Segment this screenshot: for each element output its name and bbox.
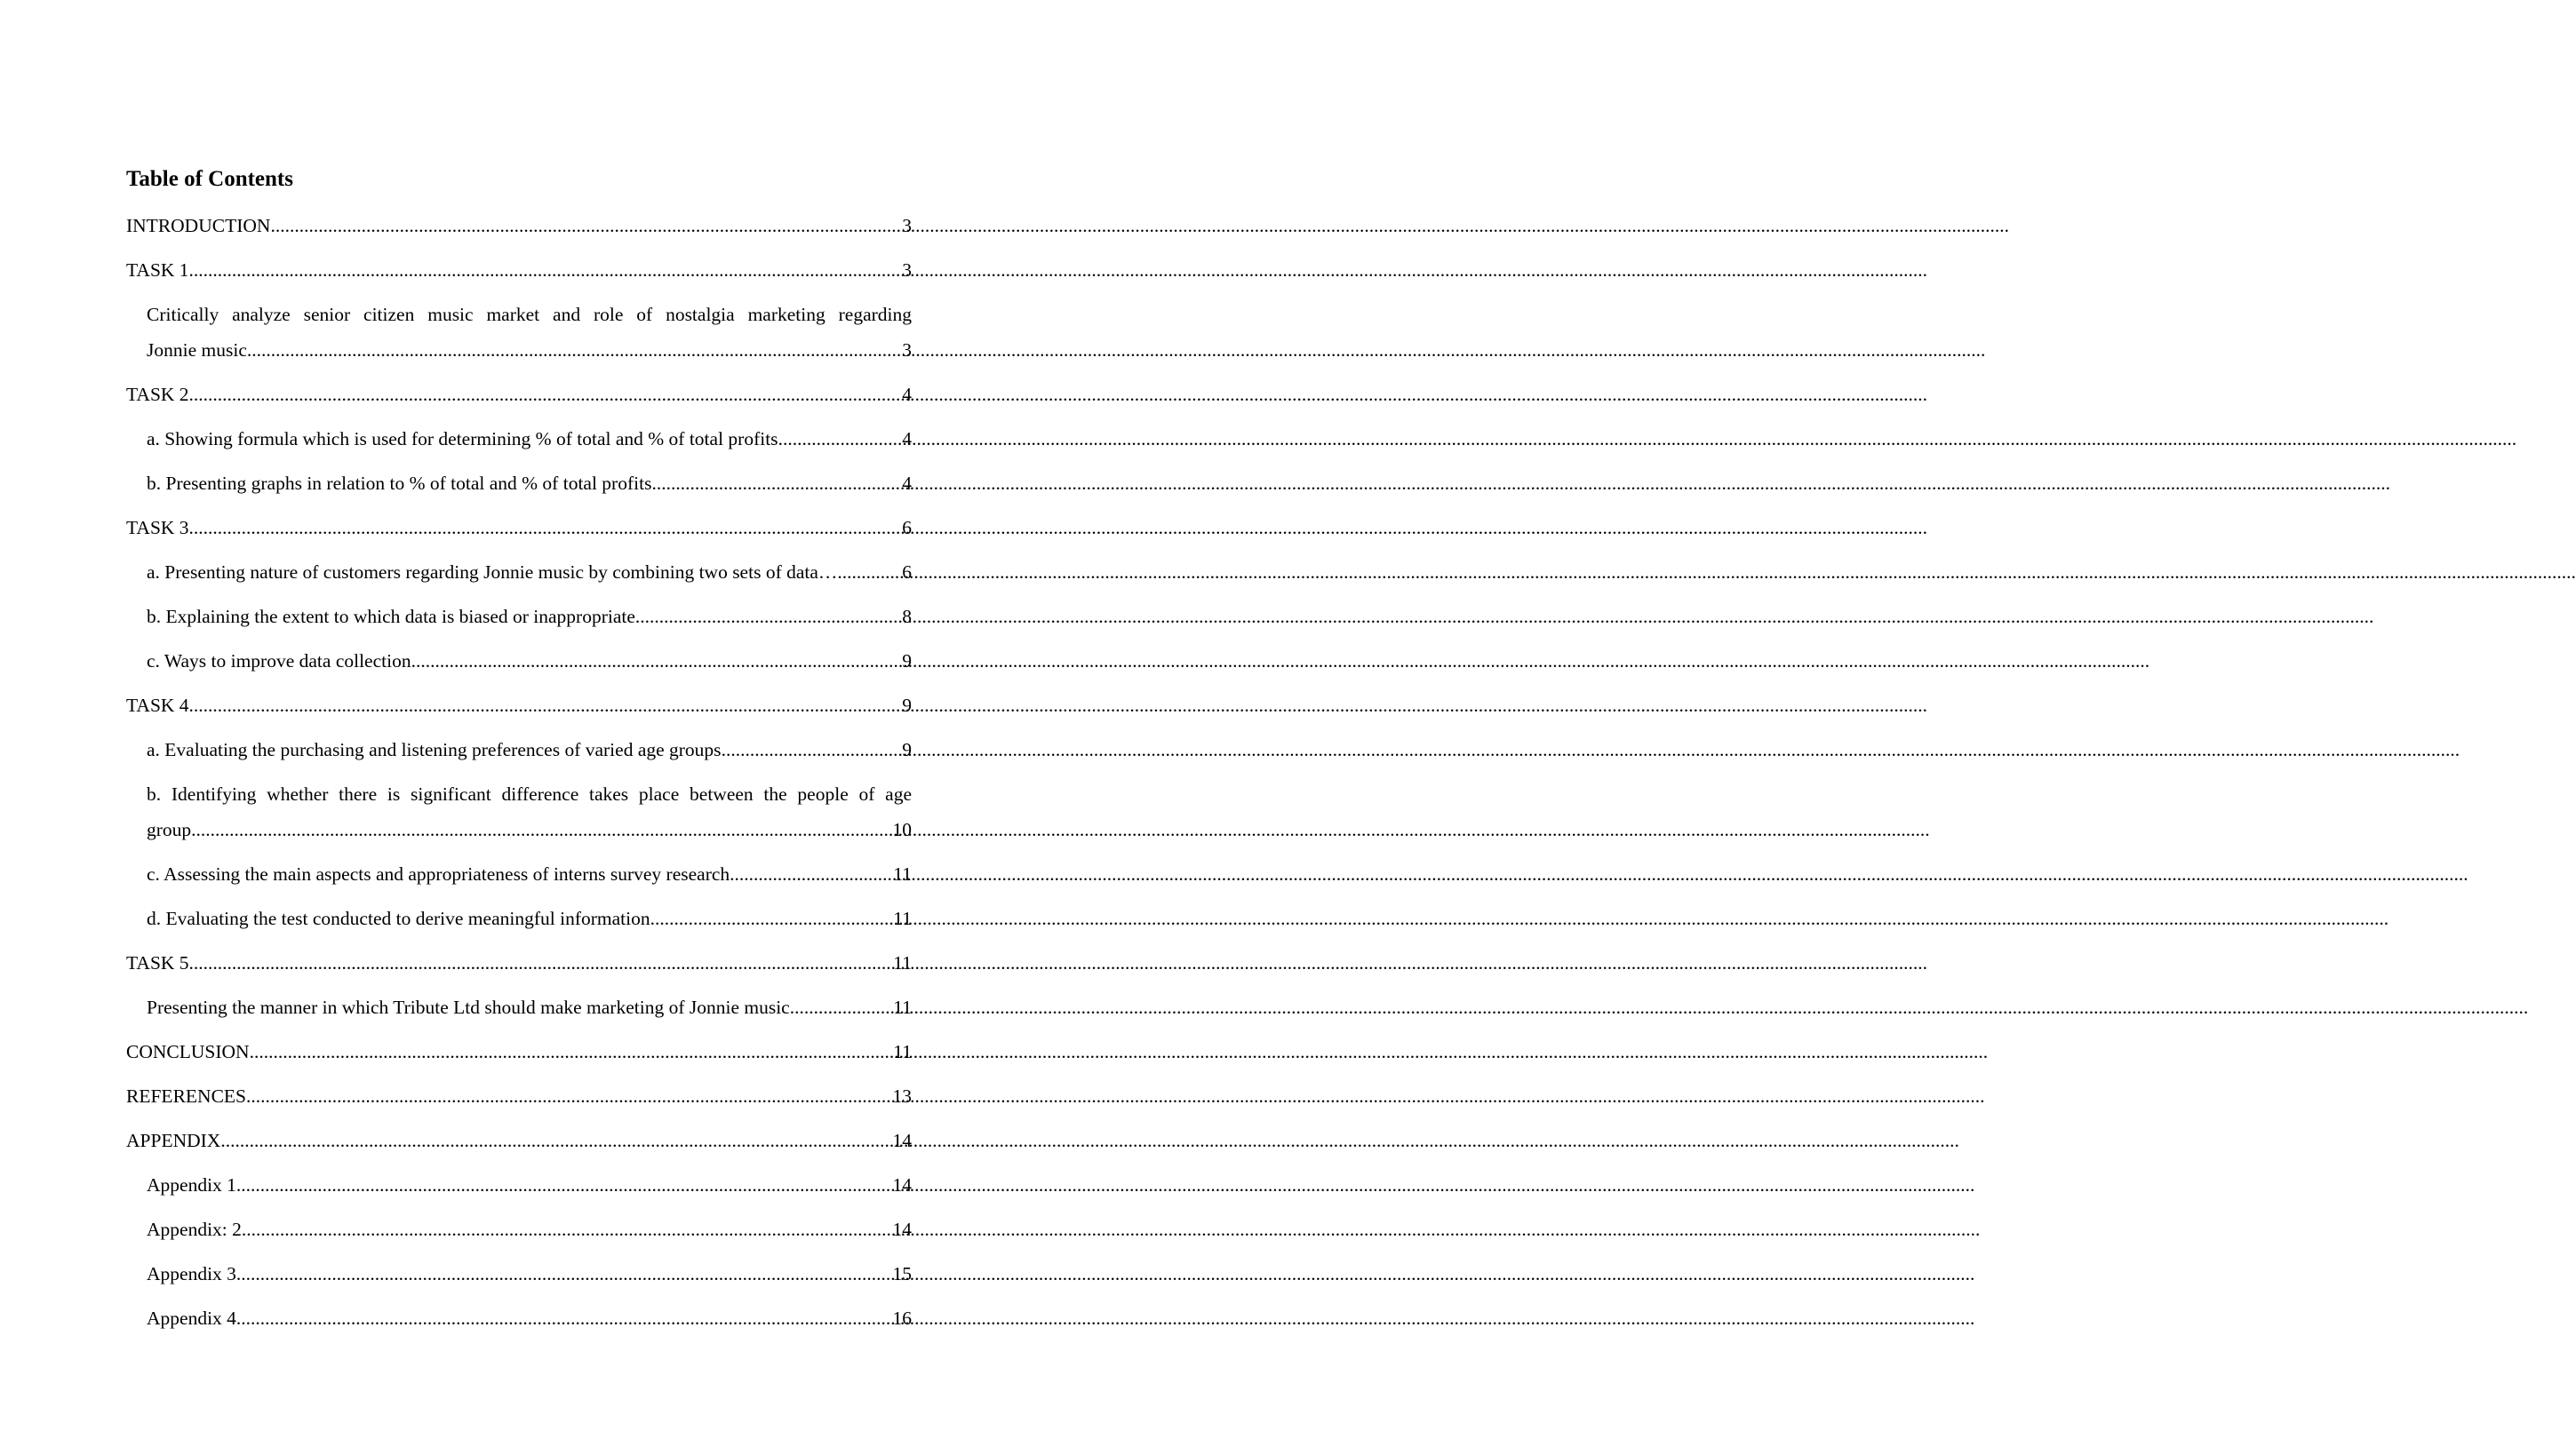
toc-entry-first-line: Critically analyze senior citizen music market and role of nostalgia marketing regarding	[147, 304, 912, 325]
toc-page-number: 14	[892, 1130, 912, 1151]
toc-entry-text: TASK 2	[126, 384, 189, 405]
toc-subentry[interactable]	[126, 599, 912, 634]
toc-entry-line	[126, 377, 912, 412]
toc-page-number: 9	[902, 695, 912, 716]
toc-entry[interactable]	[126, 945, 912, 981]
toc-entry-line	[147, 990, 912, 1025]
document-page	[0, 0, 1029, 1455]
toc-dot-leader	[189, 510, 902, 545]
toc-entry-line	[147, 1256, 912, 1292]
toc-entry-line	[147, 856, 912, 892]
toc-dot-leader	[242, 1212, 892, 1247]
toc-entry-text: Presenting the manner in which Tribute Ltd should make marketing of Jonnie music	[147, 997, 790, 1018]
toc-entry-text: c. Assessing the main aspects and appropriateness of interns survey research	[147, 863, 730, 885]
toc-page-number: 3	[902, 259, 912, 281]
toc-page-number: 9	[902, 739, 912, 760]
toc-entry-line	[126, 208, 912, 243]
toc-dot-leader	[189, 377, 902, 412]
toc-page-number: 11	[893, 863, 912, 885]
toc-entry-line	[147, 1300, 912, 1336]
toc-page-number: 9	[902, 650, 912, 672]
toc-entry-text: Appendix 4	[147, 1308, 236, 1329]
toc-entry-text: INTRODUCTION	[126, 215, 271, 236]
toc-entry-line	[147, 1212, 912, 1247]
toc-page-number: 11	[893, 997, 912, 1018]
toc-entry-text: Jonnie music	[147, 339, 247, 361]
toc-dot-leader	[722, 732, 902, 767]
toc-dot-leader	[651, 465, 901, 501]
toc-subentry[interactable]	[126, 297, 912, 368]
toc-dot-leader	[250, 1034, 893, 1069]
toc-entry-text: TASK 5	[126, 952, 189, 974]
toc-entry[interactable]	[126, 510, 912, 545]
toc-page-number: 15	[892, 1263, 912, 1284]
toc-dot-leader	[790, 990, 893, 1025]
toc-page-number: 6	[902, 561, 912, 583]
toc-page-number: 14	[892, 1174, 912, 1196]
toc-dot-leader	[270, 208, 901, 243]
toc-page-number: 16	[892, 1308, 912, 1329]
toc-subentry[interactable]	[126, 465, 912, 501]
toc-entry[interactable]	[126, 1123, 912, 1158]
toc-page-number: 4	[902, 473, 912, 494]
toc-entry-line	[126, 1123, 912, 1158]
toc-dot-leader	[189, 688, 902, 723]
toc-entry-text: a. Evaluating the purchasing and listening preferences of varied age groups	[147, 739, 722, 760]
toc-entry[interactable]	[126, 208, 912, 243]
toc-subentry[interactable]	[126, 1212, 912, 1247]
toc-entry-line	[147, 554, 912, 590]
toc-entry-line	[147, 465, 912, 501]
toc-entry-line	[147, 901, 912, 936]
toc-page-number: 8	[902, 606, 912, 627]
toc-subentry[interactable]	[126, 990, 912, 1025]
toc-subentry[interactable]	[126, 856, 912, 892]
toc-dot-leader	[236, 1256, 892, 1292]
toc-page-number: 11	[893, 1041, 912, 1062]
toc-entry-line	[147, 421, 912, 457]
toc-dot-leader	[236, 1167, 892, 1203]
toc-page-number: 11	[893, 908, 912, 929]
toc-page-number: 14	[892, 1219, 912, 1240]
toc-title: Table of Contents	[126, 167, 293, 191]
toc-entry-text: TASK 4	[126, 695, 189, 716]
toc-page-number: 6	[902, 517, 912, 538]
toc-entry-text: TASK 3	[126, 517, 189, 538]
toc-dot-leader	[650, 901, 893, 936]
toc-entry-text: c. Ways to improve data collection	[147, 650, 411, 672]
toc-entry-text: Appendix: 2	[147, 1219, 242, 1240]
toc-subentry[interactable]	[126, 776, 912, 847]
toc-subentry[interactable]	[126, 1167, 912, 1203]
toc-subentry[interactable]	[126, 554, 912, 590]
toc-dot-leader	[189, 252, 902, 288]
toc-entry-line	[147, 1167, 912, 1203]
toc-dot-leader	[411, 643, 902, 679]
toc-dot-leader	[236, 1300, 892, 1336]
toc-list	[126, 208, 912, 1345]
toc-page-number: 11	[893, 952, 912, 974]
toc-page-number: 3	[902, 215, 912, 236]
toc-entry[interactable]	[126, 252, 912, 288]
toc-subentry[interactable]	[126, 901, 912, 936]
toc-subentry[interactable]	[126, 1256, 912, 1292]
toc-entry-line	[147, 599, 912, 634]
toc-entry-text: Appendix 3	[147, 1263, 236, 1284]
toc-entry-text: b. Explaining the extent to which data is biased or inappropriate	[147, 606, 635, 627]
toc-dot-leader	[837, 554, 901, 590]
toc-entry-line	[126, 252, 912, 288]
toc-entry-text: APPENDIX	[126, 1130, 221, 1151]
toc-page-number: 13	[892, 1085, 912, 1107]
toc-entry-line	[126, 1078, 912, 1114]
toc-entry-text: a. Presenting nature of customers regarding Jonnie music by combining two sets of data…	[147, 561, 838, 583]
toc-page-number: 4	[902, 428, 912, 449]
toc-entry[interactable]	[126, 1078, 912, 1114]
toc-dot-leader	[778, 421, 902, 457]
toc-subentry[interactable]	[126, 1300, 912, 1336]
toc-entry-line	[126, 1034, 912, 1069]
toc-entry-line	[126, 510, 912, 545]
toc-entry-text: CONCLUSION	[126, 1041, 250, 1062]
toc-entry-text: d. Evaluating the test conducted to derive meaningful information	[147, 908, 650, 929]
toc-page-number: 3	[902, 339, 912, 361]
toc-subentry[interactable]	[126, 421, 912, 457]
toc-entry-text: b. Presenting graphs in relation to % of total and % of total profits	[147, 473, 652, 494]
toc-dot-leader	[191, 812, 891, 847]
toc-entry[interactable]	[126, 377, 912, 412]
toc-entry[interactable]	[126, 1034, 912, 1069]
toc-page-number: 10	[892, 819, 912, 840]
toc-subentry[interactable]	[126, 643, 912, 679]
toc-entry-line	[147, 643, 912, 679]
toc-entry-line	[147, 732, 912, 767]
toc-entry-text: a. Showing formula which is used for determining % of total and % of total profits	[147, 428, 778, 449]
toc-entry-text: REFERENCES	[126, 1085, 246, 1107]
toc-entry[interactable]	[126, 688, 912, 723]
toc-entry-line	[147, 812, 912, 847]
toc-dot-leader	[730, 856, 892, 892]
toc-dot-leader	[189, 945, 893, 981]
toc-entry-line	[126, 945, 912, 981]
toc-page-number: 4	[902, 384, 912, 405]
toc-entry-line	[126, 688, 912, 723]
toc-entry-text: group	[147, 819, 192, 840]
toc-dot-leader	[247, 332, 901, 368]
toc-entry-first-line: b. Identifying whether there is significant difference takes place between the people of age	[147, 783, 912, 805]
toc-dot-leader	[246, 1078, 892, 1114]
toc-entry-text: TASK 1	[126, 259, 189, 281]
toc-entry-text: Appendix 1	[147, 1174, 236, 1196]
toc-dot-leader	[635, 599, 901, 634]
toc-subentry[interactable]	[126, 732, 912, 767]
toc-dot-leader	[220, 1123, 891, 1158]
toc-entry-line	[147, 332, 912, 368]
